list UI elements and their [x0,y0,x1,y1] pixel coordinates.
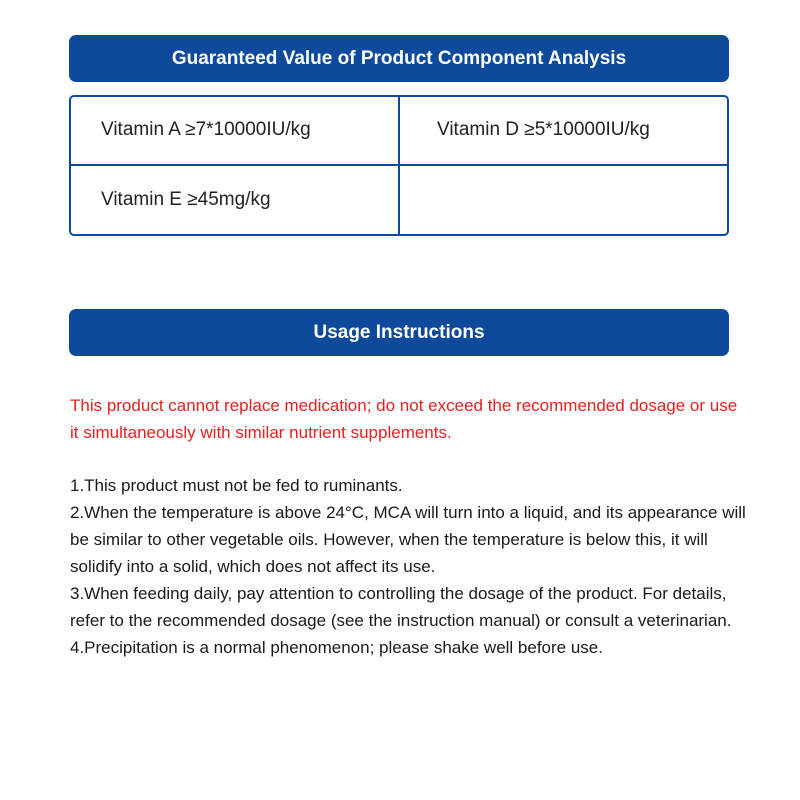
instruction-item: 2.When the temperature is above 24°C, MCA will turn into a liquid, and its appearance will be similar to other vegetable oils. However, when the temperature is below this, it will solidify into a solid, which does not affect its use. [70,503,746,576]
instructions-list [70,472,760,661]
instruction-item: 1.This product must not be fed to ruminants. [70,476,403,495]
component-analysis-title: Guaranteed Value of Product Component Analysis [171,47,627,69]
usage-instructions-title: Usage Instructions [313,321,485,343]
component-analysis-banner [69,35,729,82]
table-cell-vitamin-e: Vitamin E ≥45mg/kg [71,166,400,235]
component-analysis-table [69,95,729,236]
instruction-item: 4.Precipitation is a normal phenomenon; please shake well before use. [70,638,603,657]
warning-text: This product cannot replace medication; do not exceed the recommended dosage or use it simultaneously with similar nutrient supplements. [70,396,738,442]
table-cell-empty [400,166,727,235]
table-cell-vitamin-d: Vitamin D ≥5*10000IU/kg [400,97,727,166]
instruction-item: 3.When feeding daily, pay attention to controlling the dosage of the product. For details, refer to the recommended dosage (see the instruction manual) or consult a veterinarian. [70,584,732,630]
table-cell-vitamin-a: Vitamin A ≥7*10000IU/kg [71,97,400,166]
usage-instructions-banner [69,309,729,356]
